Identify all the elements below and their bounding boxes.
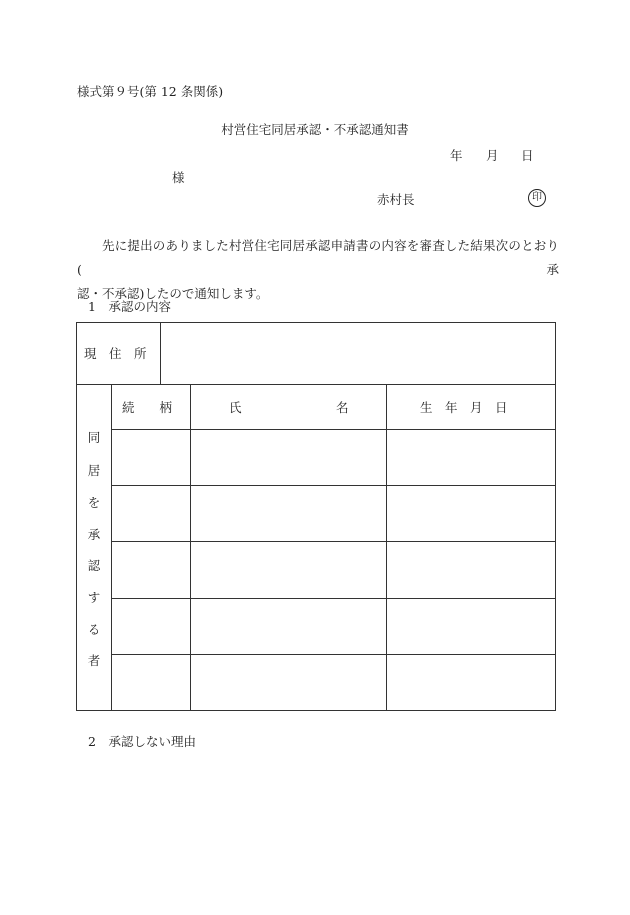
column-header-relation: 続 柄: [122, 400, 173, 415]
table-divider: [77, 384, 555, 385]
address-label: 現 住 所: [84, 346, 147, 361]
table-divider: [386, 385, 387, 710]
date-day-label: 日: [521, 148, 534, 163]
column-header-name-given: 氏: [229, 400, 242, 415]
notice-body-line-2: 認・不承認)したので通知します。: [77, 286, 269, 301]
date-month-label: 月: [486, 148, 499, 163]
column-header-birthdate: 生 年 月 日: [420, 400, 508, 415]
section-2-heading: 2 承認しない理由: [88, 734, 196, 749]
table-divider: [112, 429, 555, 430]
table-divider: [112, 541, 555, 542]
column-header-name-family: 名: [336, 400, 349, 415]
issuer-name: 赤村長: [377, 192, 415, 207]
vertical-label-char: 承: [87, 527, 101, 542]
table-divider: [112, 485, 555, 486]
form-number: 様式第９号(第 12 条関係): [77, 84, 224, 99]
table-divider: [160, 323, 161, 384]
vertical-label-char: 認: [87, 558, 101, 573]
vertical-label-char: る: [87, 622, 101, 637]
table-divider: [190, 385, 191, 710]
seal-stamp-icon: 印: [528, 189, 546, 207]
table-divider: [112, 654, 555, 655]
vertical-label-char: す: [87, 590, 101, 605]
cohabitant-vertical-label: [77, 385, 111, 710]
table-divider: [112, 598, 555, 599]
vertical-label-char: 者: [87, 653, 101, 668]
vertical-label-char: 同: [87, 430, 101, 445]
section-1-heading: 1 承認の内容: [88, 299, 171, 314]
addressee-suffix: 様: [172, 170, 185, 185]
vertical-label-char: 居: [87, 463, 101, 478]
approval-details-table: [76, 322, 556, 711]
table-divider: [111, 385, 112, 710]
date-year-label: 年: [450, 148, 463, 163]
vertical-label-char: を: [87, 495, 101, 510]
document-title: 村営住宅同居承認・不承認通知書: [221, 122, 409, 137]
notice-body-line-1: 先に提出のありました村営住宅同居承認申請書の内容を審査した結果次のとおり(承: [77, 238, 559, 277]
notice-body: [77, 234, 559, 306]
